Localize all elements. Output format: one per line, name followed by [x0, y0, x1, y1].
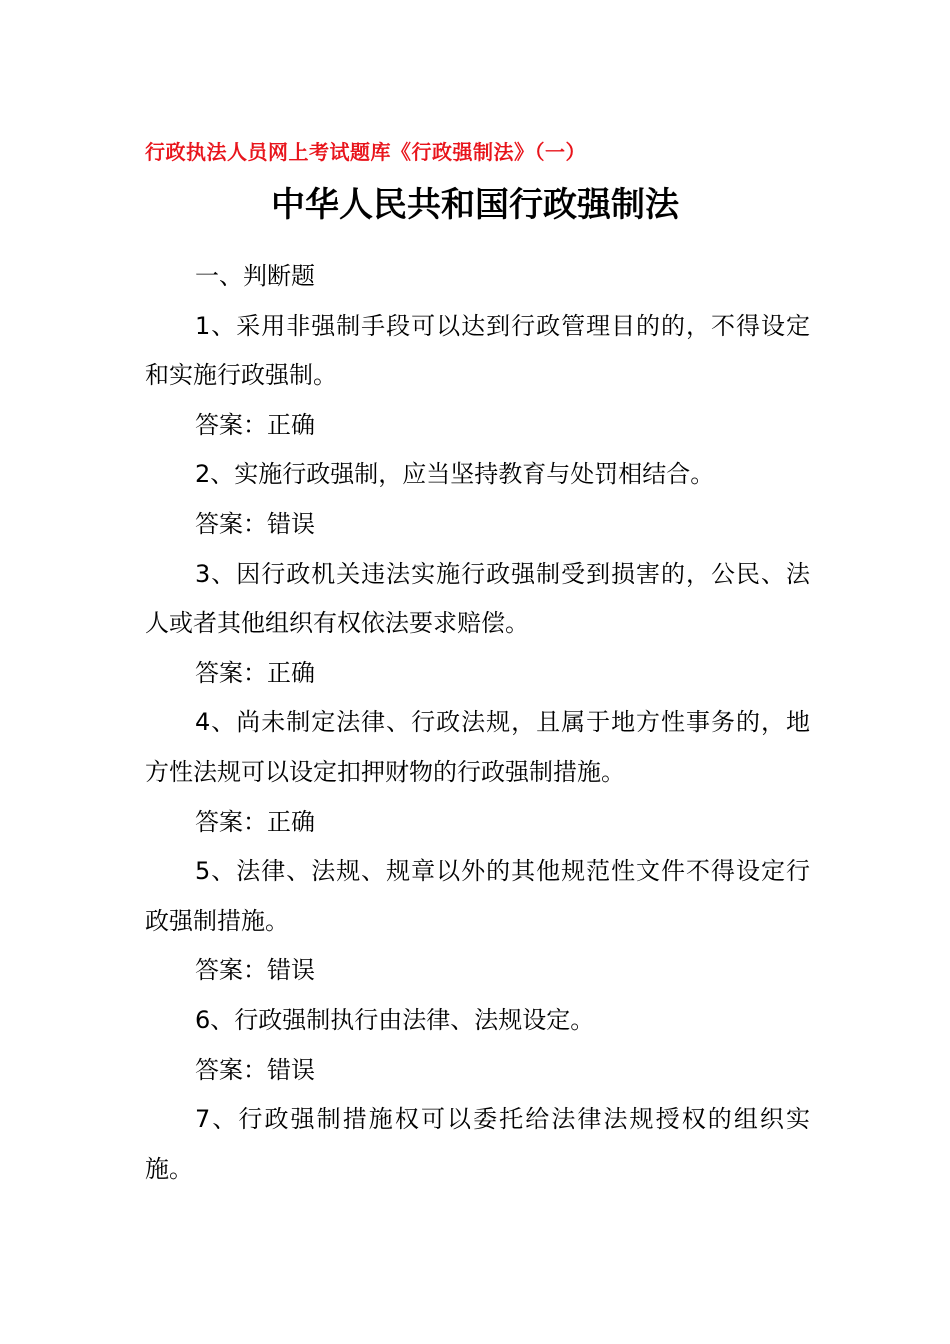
answer-1: 答案：正确 [195, 410, 315, 439]
answer-3: 答案：正确 [195, 658, 315, 687]
document-subtitle: 行政执法人员网上考试题库《行政强制法》（一） [145, 140, 586, 164]
section-heading: 一、判断题 [195, 262, 315, 290]
question-1: 1、采用非强制手段可以达到行政管理目的的，不得设定和实施行政强制。 [145, 311, 810, 390]
answer-5: 答案：错误 [195, 956, 315, 985]
document-body [145, 252, 810, 1194]
question-6: 6、行政强制执行由法律、法规设定。 [195, 1005, 595, 1034]
question-4: 4、尚未制定法律、行政法规，且属于地方性事务的，地方性法规可以设定扣押财物的行政强制措施。 [145, 708, 810, 786]
answer-2: 答案：错误 [195, 509, 315, 538]
answer-6: 答案：错误 [195, 1055, 315, 1084]
document-title: 中华人民共和国行政强制法 [271, 185, 679, 225]
question-7: 7、行政强制措施权可以委托给法律法规授权的组织实施。 [145, 1105, 810, 1183]
answer-4: 答案：正确 [195, 807, 315, 836]
question-3: 3、因行政机关违法实施行政强制受到损害的，公民、法人或者其他组织有权依法要求赔偿。 [145, 559, 810, 638]
question-5: 5、法律、法规、规章以外的其他规范性文件不得设定行政强制措施。 [145, 857, 810, 935]
question-2: 2、实施行政强制，应当坚持教育与处罚相结合。 [195, 460, 715, 489]
